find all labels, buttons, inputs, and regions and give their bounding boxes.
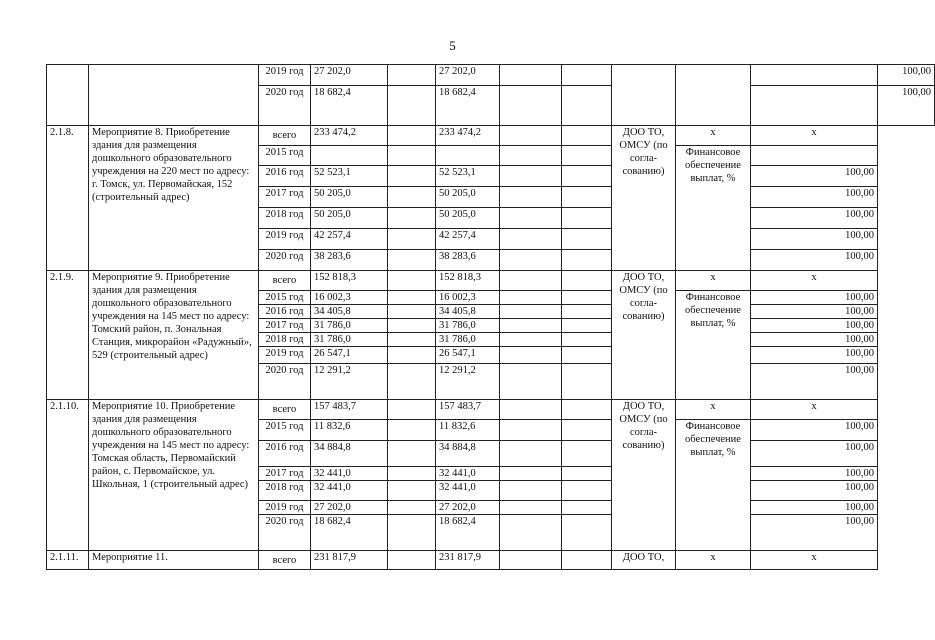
- regional-amount-cell: 27 202,0: [436, 501, 500, 515]
- empty-cell: [500, 86, 562, 126]
- total-amount-cell: 31 786,0: [311, 319, 388, 333]
- empty-cell: [388, 347, 436, 364]
- empty-cell: [388, 146, 436, 166]
- indicator-cross-cell: x: [676, 400, 751, 420]
- total-amount-cell: 50 205,0: [311, 187, 388, 208]
- empty-cell: [562, 420, 612, 441]
- regional-amount-cell: 12 291,2: [436, 364, 500, 400]
- year-cell: 2016 год: [259, 305, 311, 319]
- indicator-value-cross-cell: x: [751, 126, 878, 146]
- indicator-value-cell: 100,00: [751, 515, 878, 551]
- indicator-value-cell: 100,00: [751, 305, 878, 319]
- empty-cell: [500, 400, 562, 420]
- executor-cell: ДОО ТО, ОМСУ (по согла-сованию): [612, 400, 676, 551]
- empty-cell: [388, 166, 436, 187]
- empty-cell: [562, 229, 612, 250]
- year-cell: 2020 год: [259, 515, 311, 551]
- empty-cell: [500, 501, 562, 515]
- year-cell: 2019 год: [259, 65, 311, 86]
- empty-cell: [500, 291, 562, 305]
- measure-name-cell: Мероприятие 8. Приобретение здания для размещения дошкольного образовательного учреждения на 220 мест по адресу: г. Томск, ул. Первомайская, 152 (строительный адрес): [89, 126, 259, 271]
- total-amount-cell: 27 202,0: [311, 65, 388, 86]
- empty-cell: [388, 400, 436, 420]
- measure-name-cell: Мероприятие 10. Приобретение здания для размещения дошкольного образовательного учреждения на 145 мест по адресу: Томская область, Первомайский район, с. Первомайское, ул. Школьная, 1 (строительный адрес): [89, 400, 259, 551]
- total-amount-cell: 152 818,3: [311, 271, 388, 291]
- regional-amount-cell: 11 832,6: [436, 420, 500, 441]
- total-amount-cell: 18 682,4: [311, 515, 388, 551]
- indicator-value-cell: 100,00: [751, 467, 878, 481]
- indicator-value-cell: 100,00: [878, 86, 935, 126]
- empty-cell: [562, 271, 612, 291]
- regional-amount-cell: 31 786,0: [436, 333, 500, 347]
- measure-code-cell: 2.1.9.: [47, 271, 89, 400]
- regional-amount-cell: 50 205,0: [436, 208, 500, 229]
- indicator-value-cell: 100,00: [751, 347, 878, 364]
- empty-cell: [500, 187, 562, 208]
- total-amount-cell: 31 786,0: [311, 333, 388, 347]
- empty-cell: [562, 333, 612, 347]
- regional-amount-cell: 18 682,4: [436, 86, 500, 126]
- total-amount-cell: 34 884,8: [311, 441, 388, 467]
- empty-cell: [500, 467, 562, 481]
- year-cell: 2018 год: [259, 481, 311, 501]
- empty-cell: [500, 333, 562, 347]
- indicator-cross-cell: x: [676, 126, 751, 146]
- empty-cell: [562, 347, 612, 364]
- measure-code-cell: 2.1.10.: [47, 400, 89, 551]
- year-cell: всего: [259, 271, 311, 291]
- table-row: [47, 126, 935, 146]
- year-cell: 2017 год: [259, 319, 311, 333]
- regional-amount-cell: [436, 146, 500, 166]
- empty-cell: [562, 441, 612, 467]
- year-cell: 2016 год: [259, 441, 311, 467]
- indicator-value-cell: 100,00: [751, 420, 878, 441]
- indicator-value-cell: 100,00: [751, 208, 878, 229]
- indicator-value-cross-cell: x: [751, 551, 878, 570]
- empty-cell: [388, 467, 436, 481]
- indicator-cross-cell: x: [676, 551, 751, 570]
- empty-cell: [562, 86, 612, 126]
- indicator-name-cell: Финансовое обеспечение выплат, %: [676, 291, 751, 400]
- total-amount-cell: 16 002,3: [311, 291, 388, 305]
- measure-code-cell: 2.1.8.: [47, 126, 89, 271]
- indicator-value-cell: 100,00: [751, 481, 878, 501]
- year-cell: 2015 год: [259, 146, 311, 166]
- executor-cell: ДОО ТО, ОМСУ (по согла-сованию): [612, 126, 676, 271]
- regional-amount-cell: 16 002,3: [436, 291, 500, 305]
- executor-cell: ДОО ТО,: [612, 551, 676, 570]
- table-row: [47, 551, 935, 570]
- indicator-value-cell: 100,00: [751, 501, 878, 515]
- empty-cell: [388, 250, 436, 271]
- empty-cell: [388, 441, 436, 467]
- empty-cell: [500, 229, 562, 250]
- total-amount-cell: 34 405,8: [311, 305, 388, 319]
- empty-cell: [500, 347, 562, 364]
- empty-cell: [500, 441, 562, 467]
- empty-cell: [388, 364, 436, 400]
- regional-amount-cell: 231 817,9: [436, 551, 500, 570]
- executor-cell: [612, 65, 676, 126]
- year-cell: 2018 год: [259, 333, 311, 347]
- indicator-value-cell: 100,00: [878, 65, 935, 86]
- indicator-value-cell: 100,00: [751, 441, 878, 467]
- empty-cell: [500, 250, 562, 271]
- empty-cell: [562, 481, 612, 501]
- regional-amount-cell: 34 405,8: [436, 305, 500, 319]
- indicator-value-cell: 100,00: [751, 250, 878, 271]
- empty-cell: [388, 187, 436, 208]
- year-cell: всего: [259, 400, 311, 420]
- year-cell: 2017 год: [259, 187, 311, 208]
- total-amount-cell: 52 523,1: [311, 166, 388, 187]
- total-amount-cell: 32 441,0: [311, 481, 388, 501]
- executor-cell: ДОО ТО, ОМСУ (по согла-сованию): [612, 271, 676, 400]
- total-amount-cell: 42 257,4: [311, 229, 388, 250]
- measure-name-cell: Мероприятие 11.: [89, 551, 259, 570]
- indicator-value-cell: 100,00: [751, 291, 878, 305]
- empty-cell: [562, 467, 612, 481]
- indicator-value-cell: 100,00: [751, 229, 878, 250]
- indicator-value-cell: 100,00: [751, 166, 878, 187]
- empty-cell: [500, 126, 562, 146]
- empty-cell: [388, 305, 436, 319]
- empty-cell: [500, 208, 562, 229]
- empty-cell: [388, 86, 436, 126]
- empty-cell: [500, 305, 562, 319]
- regional-amount-cell: 38 283,6: [436, 250, 500, 271]
- empty-cell: [562, 208, 612, 229]
- year-cell: 2020 год: [259, 86, 311, 126]
- empty-cell: [388, 501, 436, 515]
- total-amount-cell: 26 547,1: [311, 347, 388, 364]
- empty-cell: [562, 291, 612, 305]
- total-amount-cell: 38 283,6: [311, 250, 388, 271]
- empty-cell: [388, 208, 436, 229]
- regional-amount-cell: 152 818,3: [436, 271, 500, 291]
- code-cell: [47, 65, 89, 126]
- year-cell: 2015 год: [259, 291, 311, 305]
- empty-cell: [500, 515, 562, 551]
- empty-cell: [562, 187, 612, 208]
- empty-cell: [562, 65, 612, 86]
- empty-cell: [388, 319, 436, 333]
- year-cell: 2019 год: [259, 501, 311, 515]
- empty-cell: [562, 126, 612, 146]
- empty-cell: [562, 364, 612, 400]
- empty-cell: [562, 515, 612, 551]
- total-amount-cell: 157 483,7: [311, 400, 388, 420]
- total-amount-cell: 12 291,2: [311, 364, 388, 400]
- indicator-name-cell: Финансовое обеспечение выплат, %: [676, 146, 751, 271]
- regional-amount-cell: 27 202,0: [436, 65, 500, 86]
- empty-cell: [388, 126, 436, 146]
- empty-cell: [500, 481, 562, 501]
- empty-cell: [500, 364, 562, 400]
- indicator-value-cell: 100,00: [751, 319, 878, 333]
- empty-cell: [388, 333, 436, 347]
- total-amount-cell: 27 202,0: [311, 501, 388, 515]
- table-row: [47, 271, 935, 291]
- empty-cell: [562, 305, 612, 319]
- indicator-cross-cell: x: [676, 271, 751, 291]
- indicator-name-cell: Финансовое обеспечение выплат, %: [676, 420, 751, 551]
- table-row: [47, 65, 935, 86]
- empty-cell: [500, 166, 562, 187]
- empty-cell: [562, 501, 612, 515]
- empty-cell: [562, 146, 612, 166]
- indicator-value-cell: 100,00: [751, 187, 878, 208]
- empty-cell: [500, 65, 562, 86]
- empty-cell: [388, 291, 436, 305]
- total-amount-cell: 231 817,9: [311, 551, 388, 570]
- empty-cell: [751, 86, 878, 126]
- indicator-value-cross-cell: x: [751, 271, 878, 291]
- empty-cell: [500, 319, 562, 333]
- total-amount-cell: 32 441,0: [311, 467, 388, 481]
- year-cell: 2019 год: [259, 229, 311, 250]
- empty-cell: [500, 420, 562, 441]
- total-amount-cell: 18 682,4: [311, 86, 388, 126]
- table-row: [47, 400, 935, 420]
- empty-cell: [388, 420, 436, 441]
- year-cell: 2016 год: [259, 166, 311, 187]
- empty-cell: [562, 551, 612, 570]
- regional-amount-cell: 157 483,7: [436, 400, 500, 420]
- regional-amount-cell: 50 205,0: [436, 187, 500, 208]
- year-cell: 2015 год: [259, 420, 311, 441]
- empty-cell: [388, 551, 436, 570]
- empty-cell: [562, 250, 612, 271]
- empty-cell: [388, 229, 436, 250]
- indicator-value-cross-cell: x: [751, 400, 878, 420]
- total-amount-cell: 11 832,6: [311, 420, 388, 441]
- indicator-value-cell: 100,00: [751, 333, 878, 347]
- empty-cell: [500, 551, 562, 570]
- indicator-value-cell: [751, 146, 878, 166]
- total-amount-cell: [311, 146, 388, 166]
- empty-cell: [500, 271, 562, 291]
- year-cell: 2017 год: [259, 467, 311, 481]
- regional-amount-cell: 32 441,0: [436, 481, 500, 501]
- measure-name-cell: [89, 65, 259, 126]
- measure-name-cell: Мероприятие 9. Приобретение здания для размещения дошкольного образовательного учреждения на 145 мест по адресу: Томский район, п. Зональная Станция, микрорайон «Радужный», 529 (строительный адрес): [89, 271, 259, 400]
- regional-amount-cell: 42 257,4: [436, 229, 500, 250]
- empty-cell: [388, 65, 436, 86]
- empty-cell: [562, 400, 612, 420]
- empty-cell: [388, 515, 436, 551]
- year-cell: всего: [259, 551, 311, 570]
- regional-amount-cell: 233 474,2: [436, 126, 500, 146]
- regional-amount-cell: 18 682,4: [436, 515, 500, 551]
- page-number: 5: [449, 38, 456, 53]
- empty-cell: [500, 146, 562, 166]
- year-cell: 2020 год: [259, 364, 311, 400]
- program-measures-table: [46, 64, 935, 570]
- empty-cell: [751, 65, 878, 86]
- year-cell: всего: [259, 126, 311, 146]
- empty-cell: [388, 271, 436, 291]
- total-amount-cell: 50 205,0: [311, 208, 388, 229]
- empty-cell: [388, 481, 436, 501]
- empty-cell: [562, 166, 612, 187]
- regional-amount-cell: 26 547,1: [436, 347, 500, 364]
- regional-amount-cell: 52 523,1: [436, 166, 500, 187]
- total-amount-cell: 233 474,2: [311, 126, 388, 146]
- year-cell: 2020 год: [259, 250, 311, 271]
- regional-amount-cell: 32 441,0: [436, 467, 500, 481]
- year-cell: 2019 год: [259, 347, 311, 364]
- empty-cell: [562, 319, 612, 333]
- measure-code-cell: 2.1.11.: [47, 551, 89, 570]
- indicator-value-cell: 100,00: [751, 364, 878, 400]
- regional-amount-cell: 34 884,8: [436, 441, 500, 467]
- indicator-cell: [676, 65, 751, 126]
- year-cell: 2018 год: [259, 208, 311, 229]
- regional-amount-cell: 31 786,0: [436, 319, 500, 333]
